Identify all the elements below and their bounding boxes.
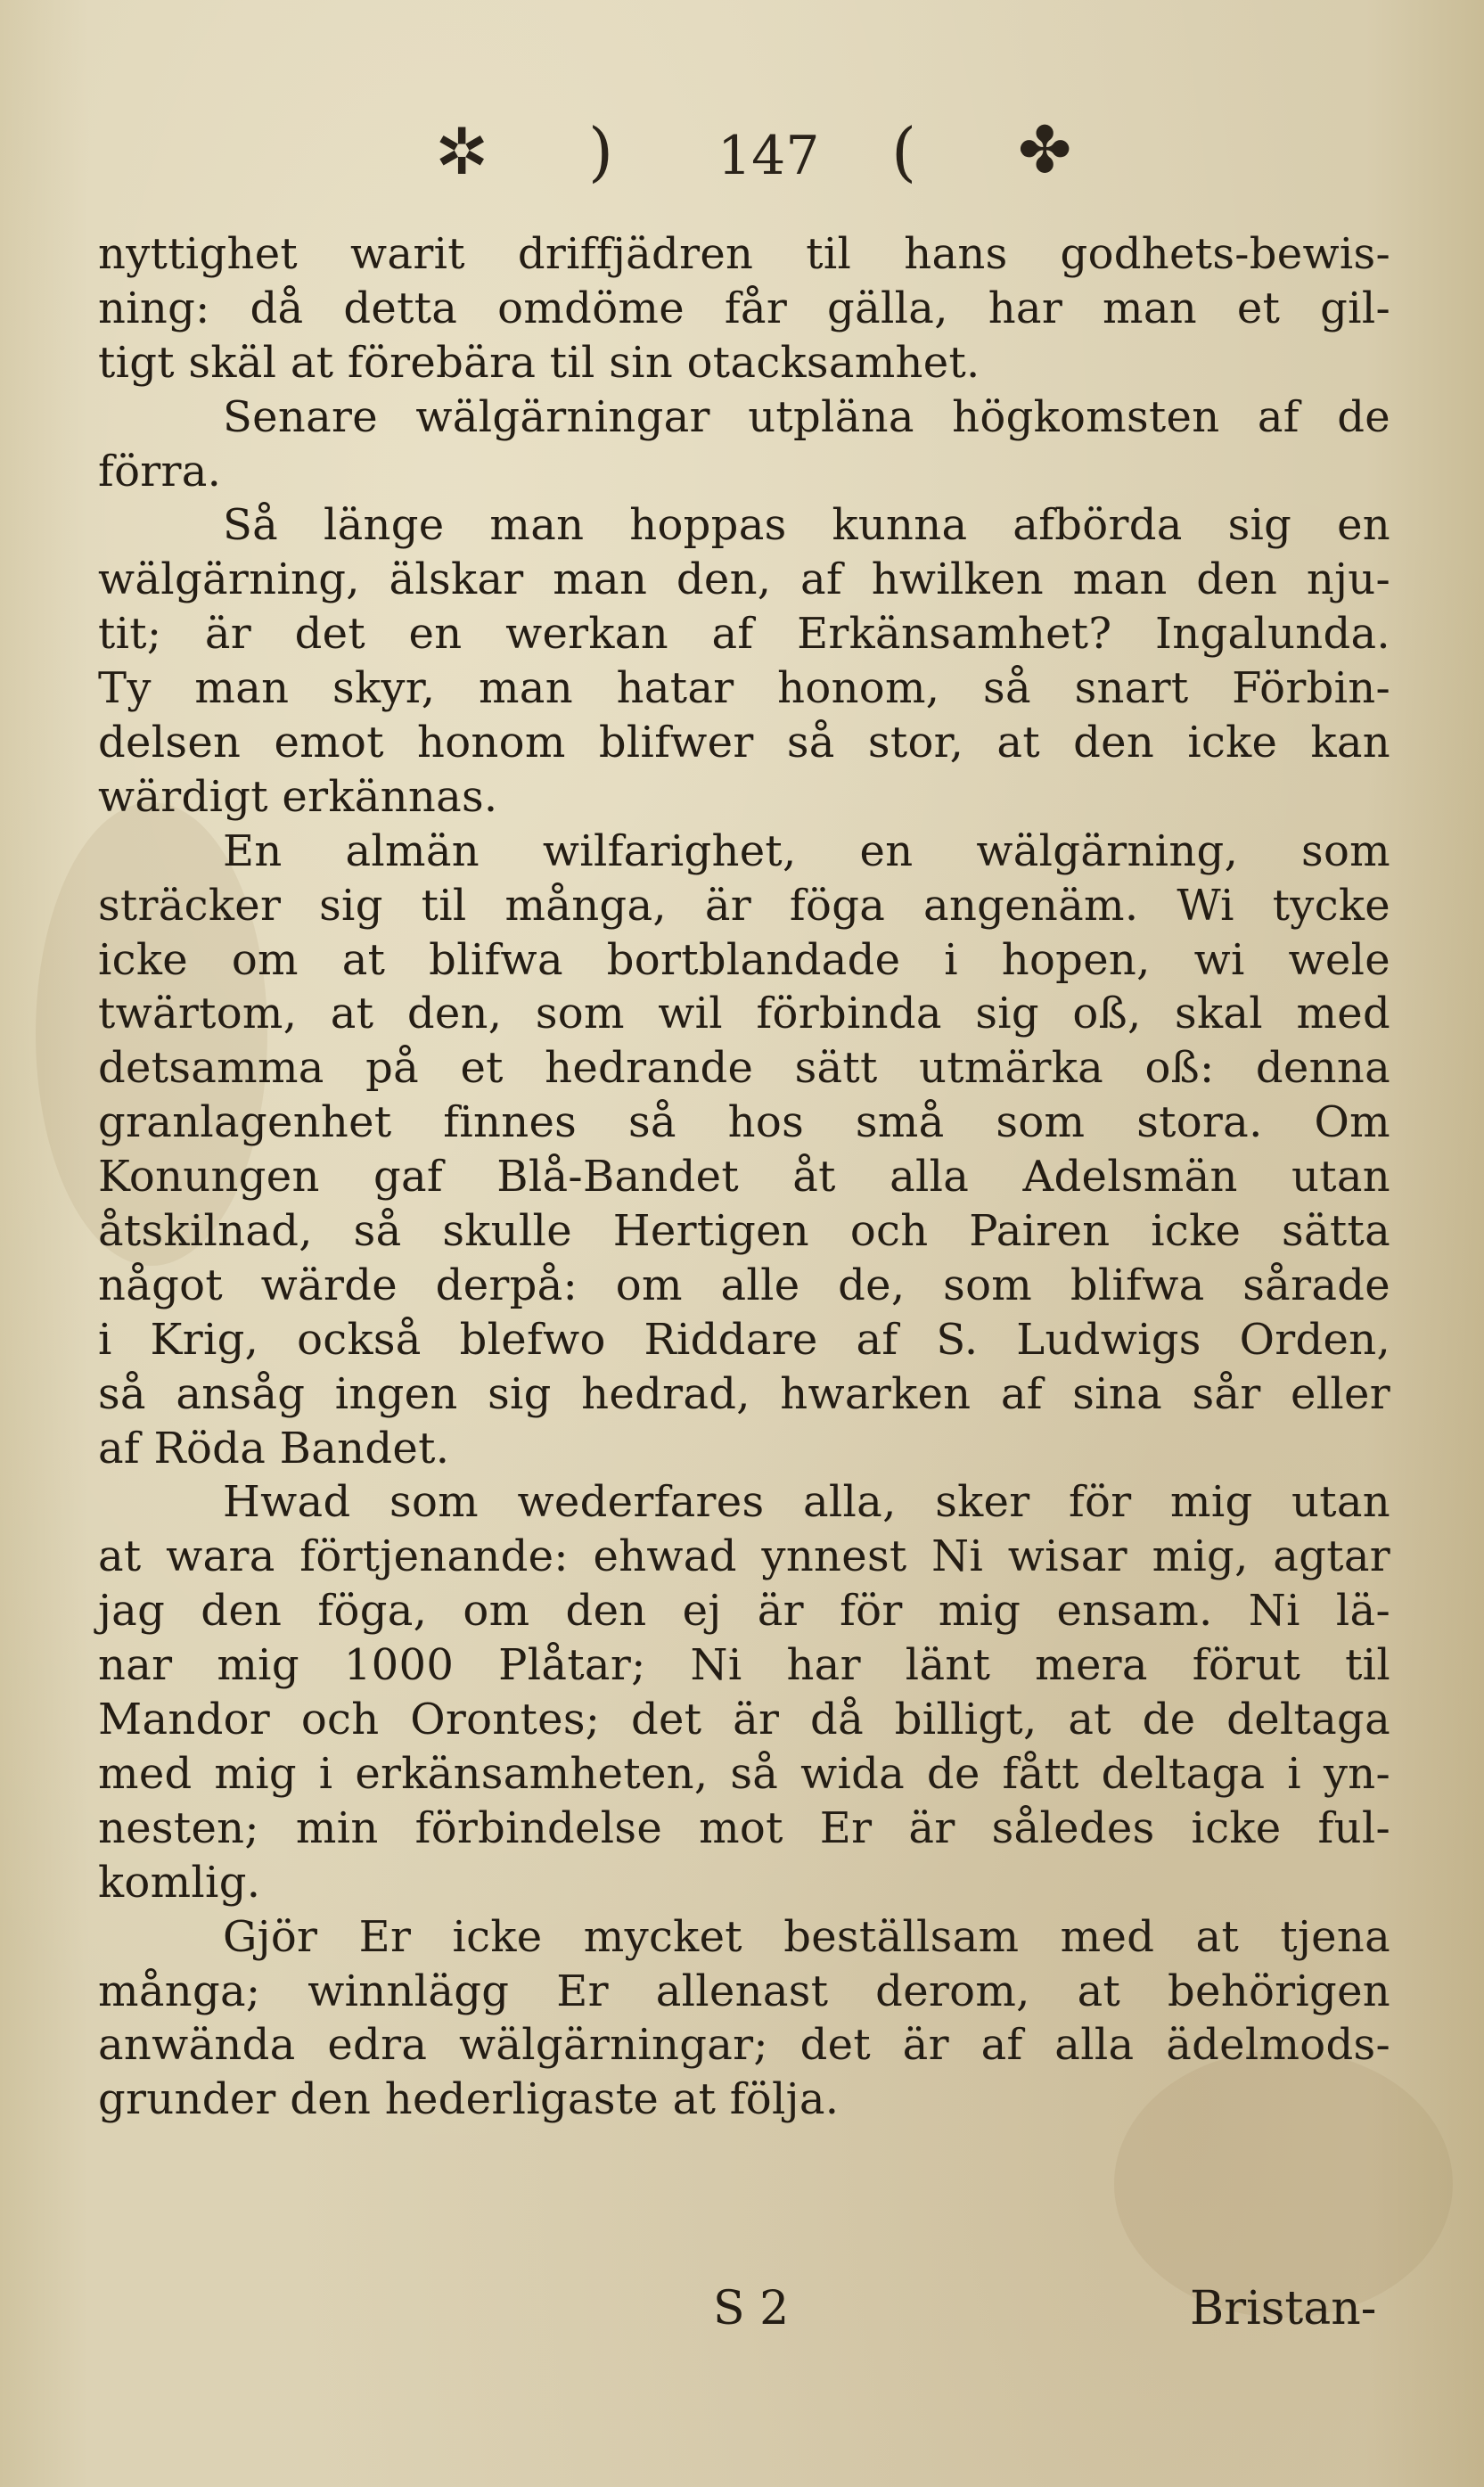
text-line: Gjör Er icke mycket beställsam med at tjena — [223, 1911, 1390, 1962]
text-line: sträcker sig til många, är föga angenäm. Wi tycke — [98, 880, 1390, 931]
header-paren-left: ( — [891, 114, 917, 189]
text-line: tigt skäl at förebära til sin otacksamhet. — [98, 337, 980, 388]
text-line: af Röda Bandet. — [98, 1423, 450, 1473]
text-line: icke om at blifwa bortblandade i hopen, wi wele — [98, 934, 1390, 985]
page-footer — [0, 2282, 1484, 2362]
text-line: nar mig 1000 Plåtar; Ni har länt mera förut til — [98, 1640, 1390, 1691]
text-line: at wara förtjenande: ehwad ynnest Ni wisar mig, agtar — [98, 1531, 1390, 1582]
text-line: i Krig, också blefwo Riddare af S. Ludwigs Orden, — [98, 1314, 1390, 1365]
text-line: tit; är det en werkan af Erkänsamhet? Ingalunda. — [98, 609, 1390, 660]
signature-mark: S 2 — [713, 2282, 790, 2335]
text-line: med mig i erkänsamheten, så wida de fått deltaga i yn- — [98, 1748, 1390, 1799]
text-line: Så länge man hoppas kunna afbörda sig en — [223, 500, 1390, 551]
text-line: wälgärning, älskar man den, af hwilken man den nju- — [98, 554, 1390, 605]
catchword: Bristan- — [1190, 2282, 1377, 2335]
text-line: Senare wälgärningar utpläna högkomsten af de — [223, 391, 1390, 442]
header-paren-right: ) — [588, 114, 614, 189]
page-number: 147 — [717, 125, 820, 187]
text-line: Konungen gaf Blå-Bandet åt alla Adelsmän utan — [98, 1152, 1390, 1202]
text-line: jag den föga, om den ej är för mig ensam. Ni lä- — [98, 1586, 1390, 1637]
text-line: komlig. — [98, 1857, 261, 1908]
text-line: twärtom, at den, som wil förbinda sig oß, skal med — [98, 989, 1390, 1039]
text-line: anwända edra wälgärningar; det är af alla ädelmods- — [98, 2020, 1390, 2071]
text-line: wärdigt erkännas. — [98, 771, 498, 822]
text-line: En almän wilfarighet, en wälgärning, som — [223, 825, 1390, 876]
text-line: detsamma på et hedrande sätt utmärka oß: denna — [98, 1043, 1390, 1094]
ornament-right-icon: ✤ — [1018, 112, 1072, 187]
text-line: nyttighet warit driffjädren til hans godhets-bewis- — [98, 229, 1390, 279]
text-line: delsen emot honom blifwer så stor, at den icke kan — [98, 718, 1390, 768]
text-line: granlagenhet finnes så hos små som stora. Om — [98, 1097, 1390, 1148]
body-text — [98, 227, 1390, 2127]
text-line: många; winnlägg Er allenast derom, at behörigen — [98, 1966, 1390, 2016]
text-line: grunder den hederligaste at följa. — [98, 2074, 840, 2125]
ornament-left-icon: ✲ — [435, 114, 489, 189]
text-line: något wärde derpå: om alle de, som blifwa sårade — [98, 1260, 1390, 1310]
text-line: Hwad som wederfares alla, sker för mig utan — [223, 1477, 1390, 1528]
text-line: Mandor och Orontes; det är då billigt, at de deltaga — [98, 1695, 1390, 1745]
text-line: åtskilnad, så skulle Hertigen och Pairen icke sätta — [98, 1206, 1390, 1257]
text-line: förra. — [98, 446, 222, 497]
running-header — [0, 105, 1484, 203]
text-line: nesten; min förbindelse mot Er är således icke ful- — [98, 1802, 1390, 1853]
text-line: ning: då detta omdöme får gälla, har man et gil- — [98, 283, 1390, 333]
text-line: så ansåg ingen sig hedrad, hwarken af sina sår eller — [98, 1368, 1390, 1419]
text-line: Ty man skyr, man hatar honom, så snart Förbin- — [98, 663, 1390, 714]
